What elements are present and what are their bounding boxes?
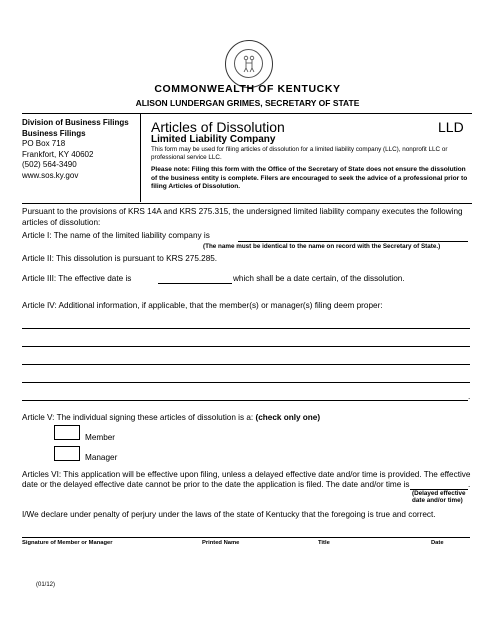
filing-warning: Please note: Filing this form with the Office of the Secretary of State does not ensure the dissolution of the business entity is complete. Filers are encouraged to seek the advice of a professional prior to filing Articles of Dissolution. (151, 166, 468, 190)
manager-checkbox[interactable] (54, 446, 80, 461)
secretary-of-state-line: ALISON LUNDERGAN GRIMES, SECRETARY OF STATE (135, 98, 360, 108)
city-state-zip: Frankfort, KY 40602 (22, 149, 94, 159)
effective-date-field[interactable] (158, 283, 232, 284)
date-label: Date (431, 540, 444, 546)
company-name-field[interactable] (238, 241, 468, 242)
additional-info-line-4[interactable] (22, 382, 470, 383)
delayed-note-2: date and/or time) (412, 497, 463, 504)
perjury-declaration: I/We declare under penalty of perjury under the laws of the state of Kentucky that the foregoing is true and correct. (22, 510, 436, 519)
division-name: Division of Business Filings (22, 118, 129, 127)
article-4-label: Article IV: Additional information, if applicable, that the member(s) or manager(s) filing deem proper: (22, 301, 383, 310)
form-revision: (01/12) (36, 582, 56, 588)
form-subtitle: Limited Liability Company (151, 134, 276, 145)
kentucky-seal (225, 40, 273, 88)
member-option-label: Member (85, 433, 116, 442)
article-6-line-2: date or the delayed effective date cannot be prior to the date the application is filed. The date and/or time is (22, 480, 410, 489)
article-1-label: Article I: The name of the limited liability company is (22, 231, 210, 240)
article-4-period: . (468, 392, 471, 401)
website-link[interactable]: www.sos.ky.gov (22, 170, 79, 180)
header-divider (22, 113, 472, 114)
seal-figures-icon (241, 55, 257, 73)
usage-note: This form may be used for filing articles of dissolution for a limited liability company (LLC), nonprofit LLC or professional service LLC. (151, 146, 448, 161)
phone-number: (502) 564-3490 (22, 160, 77, 169)
article-2-text: Article II: This dissolution is pursuant to KRS 275.285. (22, 254, 218, 263)
title-divider (22, 203, 472, 204)
article-3-suffix: which shall be a date certain, of the dissolution. (233, 274, 405, 283)
article-5-label (22, 413, 320, 424)
signature-line[interactable] (22, 537, 470, 538)
article-5-instruction: (check only one) (255, 413, 321, 422)
article-1-note: (The name must be identical to the name on record with the Secretary of State.) (203, 243, 441, 250)
unit-name: Business Filings (22, 128, 86, 138)
manager-option-label: Manager (85, 453, 118, 462)
delayed-note-1: (Delayed effective (412, 490, 466, 497)
additional-info-line-5[interactable] (22, 400, 468, 401)
additional-info-line-3[interactable] (22, 364, 470, 365)
column-divider (140, 114, 141, 202)
contact-block (22, 118, 132, 181)
article-3-label: Article III: The effective date is (22, 274, 132, 283)
printed-name-label: Printed Name (202, 540, 240, 546)
form-title: Articles of Dissolution (151, 119, 285, 135)
article-5-text: Article V: The individual signing these articles of dissolution is a: (22, 413, 254, 422)
additional-info-line-1[interactable] (22, 328, 470, 329)
po-box: PO Box 718 (22, 139, 66, 148)
title-label: Title (318, 540, 330, 546)
form-code: LLD (438, 119, 464, 135)
commonwealth-heading: COMMONWEALTH OF KENTUCKY (154, 83, 341, 95)
article-6-period: . (468, 480, 471, 489)
intro-paragraph: Pursuant to the provisions of KRS 14A and KRS 275.315, the undersigned limited liability company executes the following articles of dissolution: (22, 207, 463, 227)
article-6-line-1: Articles VI: This application will be effective upon filing, unless a delayed effective date and/or time is provided. The effective (22, 470, 471, 479)
additional-info-line-2[interactable] (22, 346, 470, 347)
member-checkbox[interactable] (54, 425, 80, 440)
signature-label: Signature of Member or Manager (22, 540, 113, 546)
